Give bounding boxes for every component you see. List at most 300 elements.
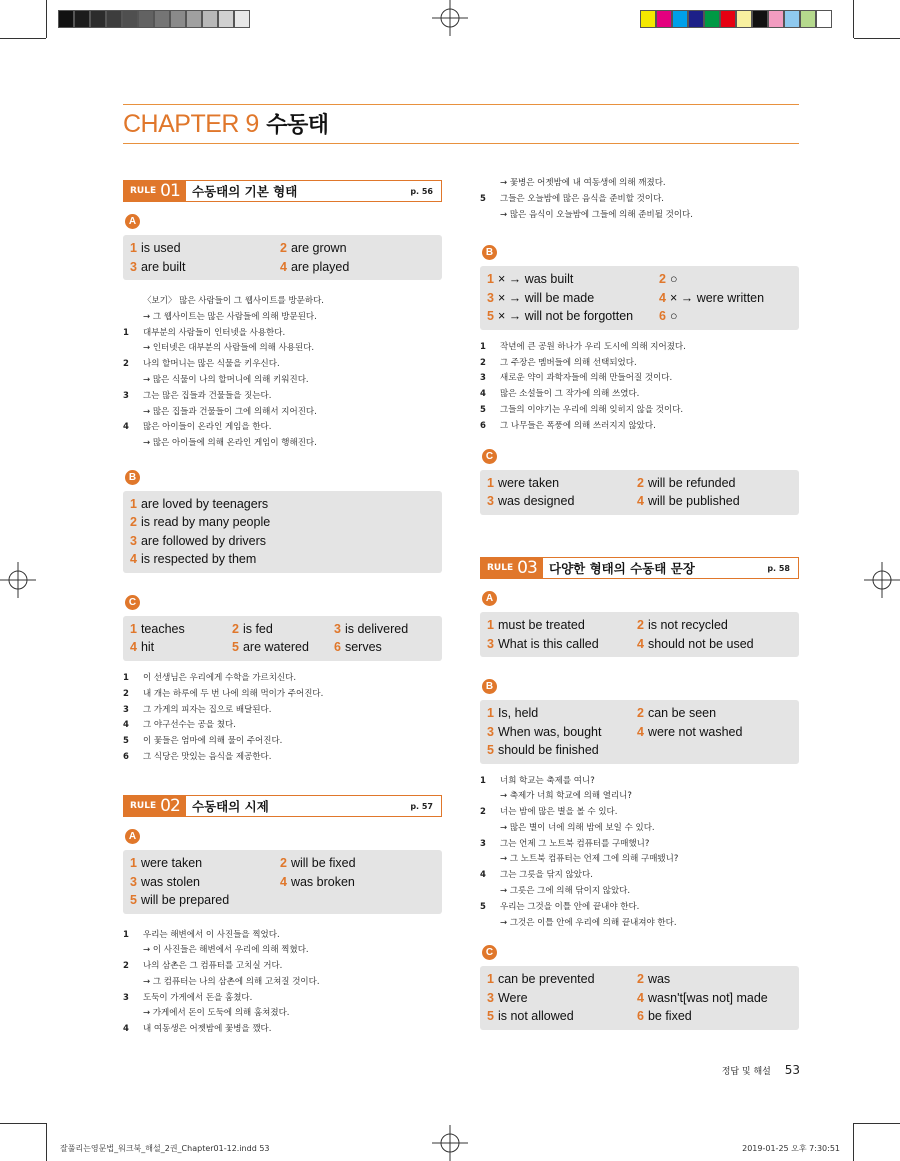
translation-number: 3	[480, 373, 486, 384]
answer-text: × → will be made	[497, 290, 595, 305]
translation-number: 4	[123, 1024, 129, 1035]
translation-line	[480, 837, 799, 853]
answer-item	[487, 1007, 637, 1026]
answer-number: 1	[130, 621, 137, 636]
translation-text: 도둑이 가게에서 돈을 훔쳤다.	[143, 992, 253, 1003]
answer-row	[487, 989, 792, 1008]
color-swatch	[90, 10, 106, 28]
translation-line	[123, 420, 442, 436]
translation-number	[123, 943, 143, 959]
section-badge-b: B	[482, 245, 497, 260]
translation-line	[480, 371, 799, 387]
color-swatch	[138, 10, 154, 28]
translation-text: → 꽃병은 어젯밤에 내 여동생에 의해 깨졌다.	[500, 178, 666, 188]
rule-header-01	[123, 180, 442, 202]
translation-text: 그는 언제 그 노트북 컴퓨터를 구매했니?	[500, 838, 650, 849]
translation-line	[123, 975, 442, 991]
answer-number: 3	[130, 533, 137, 548]
translation-text: → 인터넷은 대부분의 사람들에 의해 사용된다.	[143, 343, 315, 354]
answer-row	[130, 550, 435, 569]
answer-text: When was, bought	[497, 724, 602, 739]
answer-box	[480, 966, 799, 1030]
page-footer-label: 정답 및 해설	[721, 1067, 771, 1077]
answer-number: 4	[637, 636, 644, 651]
grayscale-strip	[58, 10, 250, 28]
answer-row	[487, 492, 792, 511]
answer-item	[637, 492, 787, 511]
translation-number: 3	[123, 704, 129, 715]
crop-mark	[46, 1123, 47, 1161]
answer-text: Is, held	[497, 706, 539, 720]
answer-row	[130, 239, 435, 258]
translation-number: 4	[123, 422, 129, 433]
translation-text: → 많은 식물이 나의 할머니에 의해 키워진다.	[143, 374, 309, 385]
answer-text: is read by many people	[140, 515, 271, 530]
translation-line	[480, 387, 799, 403]
translation-line	[480, 852, 799, 868]
answer-item	[487, 474, 637, 493]
answer-item	[130, 638, 232, 657]
answer-number: 1	[487, 475, 494, 490]
translation-line	[123, 734, 442, 750]
answer-text: hit	[140, 640, 155, 655]
answer-number: 1	[130, 856, 137, 870]
answer-item	[487, 635, 637, 654]
chapter-label: CHAPTER 9	[123, 110, 259, 138]
translation-text: 그 야구선수는 공을 쳤다.	[143, 720, 236, 731]
translation-number	[123, 294, 143, 310]
translation-text: 새로운 약이 과학자들에 의해 만들어질 것이다.	[500, 373, 673, 384]
print-slug-left: 잘풀리는영문법_워크북_해설_2권_Chapter01-12.indd 53	[60, 1144, 270, 1153]
translation-line	[480, 868, 799, 884]
translation-text: 많은 소설들이 그 작가에 의해 쓰였다.	[500, 389, 640, 400]
answer-number: 1	[487, 972, 494, 987]
answer-row	[487, 1007, 792, 1026]
answer-text: are followed by drivers	[140, 533, 267, 548]
translation-text: 〈보기〉 많은 사람들이 그 웹사이트를 방문하다.	[143, 296, 325, 306]
color-swatch	[154, 10, 170, 28]
answer-number: 4	[130, 640, 137, 655]
color-swatch	[784, 10, 800, 28]
translation-text: 나의 삼촌은 그 컴퓨터를 고치실 거다.	[143, 961, 283, 972]
translation-line	[123, 750, 442, 766]
answer-number: 6	[637, 1009, 644, 1024]
translation-line	[123, 405, 442, 421]
translation-number	[480, 821, 500, 837]
answer-number: 3	[487, 990, 494, 1005]
answer-text: wasn't[was not] made	[647, 990, 768, 1005]
translation-text: 이 꽃들은 엄마에 의해 물이 주어진다.	[143, 736, 283, 747]
translation-number: 3	[123, 992, 129, 1003]
answer-item	[130, 513, 430, 532]
answer-text: are watered	[242, 640, 309, 655]
translation-text: → 가게에서 돈이 도둑에 의해 훔쳐졌다.	[143, 1008, 290, 1019]
answer-text: is fed	[242, 621, 273, 636]
answer-item	[487, 616, 637, 635]
answer-text: is not allowed	[497, 1009, 574, 1024]
answer-number: 4	[637, 494, 644, 509]
translation-text: → 많은 집들과 건물들이 그에 의해서 지어진다.	[143, 406, 317, 417]
answer-item	[637, 989, 787, 1008]
answer-text: should not be used	[647, 636, 754, 651]
answer-item	[487, 307, 659, 326]
translation-number	[123, 341, 143, 357]
translation-text: → 그 웹사이트는 많은 사람들에 의해 방문된다.	[143, 311, 317, 322]
color-swatch	[74, 10, 90, 28]
answer-box	[480, 700, 799, 764]
page-number-value: 53	[784, 1063, 800, 1077]
answer-item	[130, 495, 430, 514]
translation-line	[480, 419, 799, 435]
translation-number: 2	[123, 688, 129, 699]
translation-text: 우리는 그것을 이틀 안에 끝내야 한다.	[500, 901, 640, 912]
answer-row	[130, 873, 435, 892]
translation-line	[480, 403, 799, 419]
translation-text: 우리는 해변에서 이 사진들을 찍었다.	[143, 929, 280, 940]
answer-row	[487, 270, 792, 289]
answer-text: × → were written	[669, 290, 765, 305]
answer-item	[487, 989, 637, 1008]
answer-number: 2	[637, 618, 644, 632]
answer-text: is respected by them	[140, 552, 257, 567]
rule-header-03	[480, 557, 799, 579]
answer-text: will be published	[647, 494, 740, 509]
translation-text: 대부분의 사람들이 인터넷을 사용한다.	[143, 327, 286, 338]
rule-title: 수동태의 기본 형태	[192, 184, 298, 199]
translation-number: 6	[480, 420, 486, 431]
translation-text: 그들의 이야기는 우리에 의해 잊히지 않을 것이다.	[500, 405, 684, 416]
translation-number: 4	[123, 720, 129, 731]
translation-line	[123, 1022, 442, 1038]
answer-text: can be prevented	[497, 972, 595, 987]
translation-number: 5	[480, 193, 486, 204]
answer-text: will be prepared	[140, 893, 230, 907]
translation-text: 나의 할머니는 많은 식물을 키우신다.	[143, 359, 280, 370]
translation-text: → 축제가 너희 학교에 의해 열리니?	[500, 791, 632, 802]
color-swatch	[234, 10, 250, 28]
color-strip	[640, 10, 832, 28]
translation-number: 1	[480, 341, 486, 352]
answer-number: 4	[280, 874, 287, 889]
answer-item	[280, 854, 430, 873]
answer-number: 5	[487, 309, 494, 324]
translation-text: 그 주장은 멤버들에 의해 선택되었다.	[500, 357, 637, 368]
color-swatch	[218, 10, 234, 28]
answer-item	[637, 1007, 787, 1026]
translation-text: 내 여동생은 어젯밤에 꽃병을 깼다.	[143, 1024, 272, 1035]
section-badge-b: B	[482, 679, 497, 694]
answer-item	[130, 620, 232, 639]
answer-item	[487, 492, 637, 511]
rule-tag: RULE 01	[124, 181, 186, 201]
translation-line	[123, 991, 442, 1007]
rule-page-ref: p. 56	[410, 186, 433, 196]
crop-mark	[0, 1123, 46, 1124]
translation-line	[123, 671, 442, 687]
rule-page-ref: p. 58	[767, 563, 790, 573]
answer-text: can be seen	[647, 706, 717, 720]
print-slug-right: 2019-01-25 오후 7:30:51	[742, 1144, 840, 1153]
translation-line	[123, 310, 442, 326]
translation-text: 그 식당은 맛있는 음식을 제공한다.	[143, 751, 272, 762]
registration-mark-icon	[0, 562, 36, 598]
answer-number: 4	[659, 290, 666, 305]
answer-text: ○	[669, 272, 678, 287]
answer-text: serves	[344, 640, 382, 655]
color-swatch	[186, 10, 202, 28]
translation-number: 2	[123, 961, 129, 972]
answer-box	[480, 612, 799, 657]
crop-mark	[854, 1123, 900, 1124]
answer-number: 2	[280, 856, 287, 870]
translation-number: 1	[123, 672, 129, 683]
translation-text: → 그것은 이틀 안에 우리에 의해 끝내져야 한다.	[500, 917, 677, 928]
right-column	[480, 176, 799, 525]
answer-number: 4	[637, 724, 644, 739]
color-swatch	[672, 10, 688, 28]
left-column-lower	[123, 795, 442, 1048]
translation-line	[480, 208, 799, 224]
translation-number: 5	[480, 901, 486, 912]
translation-line	[480, 340, 799, 356]
answer-item	[130, 891, 280, 910]
chapter-topic: 수동태	[266, 113, 329, 138]
answer-item	[659, 307, 789, 326]
translation-line	[123, 436, 442, 452]
translation-number	[123, 405, 143, 421]
rule-title: 수동태의 시제	[192, 799, 269, 814]
translation-number: 3	[123, 390, 129, 401]
answer-item	[487, 289, 659, 308]
answer-number: 2	[637, 475, 644, 490]
crop-mark	[46, 0, 47, 38]
answer-item	[637, 970, 787, 989]
answer-row	[487, 704, 792, 723]
answer-item	[637, 474, 787, 493]
answer-text: are built	[140, 259, 186, 274]
answer-item	[487, 970, 637, 989]
answer-item	[637, 616, 787, 635]
color-swatch	[704, 10, 720, 28]
translation-line	[123, 389, 442, 405]
answer-row	[487, 635, 792, 654]
translation-number	[123, 975, 143, 991]
answer-box	[123, 850, 442, 914]
header-rule-bottom	[123, 143, 799, 144]
translation-line	[123, 341, 442, 357]
chapter-title	[123, 108, 329, 139]
translation-line	[123, 357, 442, 373]
registration-mark-icon	[432, 0, 468, 36]
answer-row	[487, 723, 792, 742]
answer-row	[130, 258, 435, 277]
translation-text: 그는 많은 집들과 건물들을 짓는다.	[143, 390, 272, 401]
answer-item	[130, 532, 430, 551]
color-swatch	[752, 10, 768, 28]
answer-number: 2	[130, 515, 137, 530]
color-swatch	[800, 10, 816, 28]
answer-item	[130, 258, 280, 277]
answer-number: 2	[659, 272, 666, 287]
rule-tag: RULE 03	[481, 558, 543, 578]
color-swatch	[768, 10, 784, 28]
answer-number: 3	[487, 636, 494, 651]
color-swatch	[106, 10, 122, 28]
answer-number: 3	[130, 259, 137, 274]
section-badge-b: B	[125, 470, 140, 485]
color-swatch	[170, 10, 186, 28]
translation-line	[123, 373, 442, 389]
answer-item	[130, 239, 280, 258]
translation-text: 내 개는 하루에 두 번 나에 의해 먹이가 주어진다.	[143, 688, 324, 699]
answer-number: 3	[334, 621, 341, 636]
answer-item	[487, 723, 637, 742]
color-swatch	[736, 10, 752, 28]
translation-number	[480, 789, 500, 805]
translation-list	[480, 340, 799, 435]
translation-line	[123, 928, 442, 944]
answer-row	[487, 616, 792, 635]
translation-line	[123, 718, 442, 734]
translation-line	[480, 900, 799, 916]
translation-number	[480, 176, 500, 192]
answer-number: 3	[487, 494, 494, 509]
answer-text: What is this called	[497, 636, 599, 651]
translation-text: 많은 아이들이 온라인 게임을 한다.	[143, 422, 272, 433]
translation-number	[123, 373, 143, 389]
translation-number	[123, 436, 143, 452]
answer-number: 3	[130, 874, 137, 889]
translation-number: 4	[480, 389, 486, 400]
translation-text: → 그 노트북 컴퓨터는 언제 그에 의해 구매됐니?	[500, 854, 679, 865]
translation-number	[480, 884, 500, 900]
translation-text: 너희 학교는 축제를 여니?	[500, 775, 595, 786]
translation-text: 작년에 큰 공원 하나가 우리 도시에 의해 지어졌다.	[500, 341, 686, 352]
answer-row	[487, 307, 792, 326]
answer-text: be fixed	[647, 1009, 692, 1024]
answer-item	[637, 723, 787, 742]
translation-list	[123, 928, 442, 1039]
answer-item	[637, 635, 787, 654]
answer-text: were taken	[140, 856, 203, 870]
translation-line	[123, 1006, 442, 1022]
translation-line	[123, 294, 442, 310]
translation-number	[123, 1006, 143, 1022]
section-badge-a: A	[125, 829, 140, 844]
answer-number: 4	[130, 552, 137, 567]
answer-number: 1	[487, 272, 494, 287]
translation-text: 그는 그릇을 닦지 않았다.	[500, 870, 593, 881]
translation-text: → 그 컴퓨터는 나의 삼촌에 의해 고쳐질 것이다.	[143, 976, 320, 987]
answer-item	[232, 638, 334, 657]
answer-box	[123, 491, 442, 573]
right-column-lower	[480, 557, 799, 1040]
answer-number: 4	[280, 259, 287, 274]
answer-text: are loved by teenagers	[140, 496, 269, 511]
translation-number: 2	[480, 807, 486, 818]
translation-list	[123, 671, 442, 766]
translation-text: 그 가게의 피자는 집으로 배달된다.	[143, 704, 272, 715]
translation-number: 4	[480, 870, 486, 881]
color-swatch	[122, 10, 138, 28]
answer-number: 2	[280, 241, 287, 255]
translation-line	[480, 192, 799, 208]
translation-text: → 많은 별이 너에 의해 밤에 보일 수 있다.	[500, 822, 655, 833]
answer-text: must be treated	[497, 618, 585, 632]
answer-row	[130, 854, 435, 873]
left-column	[123, 180, 442, 776]
rule-tag: RULE 02	[124, 796, 186, 816]
answer-item	[232, 620, 334, 639]
section-badge-c: C	[482, 449, 497, 464]
translation-number: 5	[480, 405, 486, 416]
section-badge-c: C	[482, 945, 497, 960]
color-swatch	[688, 10, 704, 28]
answer-number: 5	[487, 743, 494, 757]
answer-number: 2	[637, 706, 644, 720]
section-badge-a: A	[482, 591, 497, 606]
translation-text: → 그릇은 그에 의해 닦이지 않았다.	[500, 886, 631, 897]
answer-item	[130, 854, 280, 873]
answer-text: was broken	[290, 874, 355, 889]
answer-row	[487, 970, 792, 989]
translation-line	[123, 959, 442, 975]
answer-box	[123, 616, 442, 661]
answer-text: was designed	[497, 494, 575, 509]
translation-line	[123, 703, 442, 719]
answer-text: is delivered	[344, 621, 409, 636]
translation-number	[480, 208, 500, 224]
registration-mark-icon	[432, 1125, 468, 1161]
answer-item	[280, 239, 430, 258]
answer-item	[659, 289, 789, 308]
answer-text: × → will not be forgotten	[497, 309, 634, 324]
translation-line	[123, 943, 442, 959]
answer-number: 4	[637, 990, 644, 1005]
translation-number	[480, 916, 500, 932]
translation-number: 6	[123, 751, 129, 762]
color-swatch	[202, 10, 218, 28]
crop-mark	[853, 0, 854, 38]
answer-number: 2	[637, 972, 644, 987]
translation-number: 1	[123, 327, 129, 338]
translation-number: 1	[480, 775, 486, 786]
translation-text: 너는 밤에 많은 별을 볼 수 있다.	[500, 807, 618, 818]
answer-item	[659, 270, 789, 289]
answer-number: 5	[232, 640, 239, 655]
answer-row	[130, 891, 435, 910]
translation-number: 3	[480, 838, 486, 849]
answer-row	[487, 741, 792, 760]
translation-line	[480, 821, 799, 837]
translation-line	[480, 805, 799, 821]
translation-number: 1	[123, 929, 129, 940]
answer-number: 3	[487, 290, 494, 305]
answer-text: are played	[290, 259, 350, 274]
translation-list-continued	[480, 176, 799, 223]
answer-text: will be fixed	[290, 856, 356, 870]
answer-text: are grown	[290, 241, 347, 255]
crop-mark	[0, 38, 46, 39]
answer-item	[487, 741, 637, 760]
answer-item	[280, 258, 430, 277]
answer-number: 1	[130, 496, 137, 511]
crop-mark	[854, 38, 900, 39]
translation-text: → 많은 음식이 오늘밤에 그들에 의해 준비될 것이다.	[500, 209, 693, 220]
crop-mark	[853, 1123, 854, 1161]
translation-list	[123, 294, 442, 452]
translation-line	[480, 789, 799, 805]
